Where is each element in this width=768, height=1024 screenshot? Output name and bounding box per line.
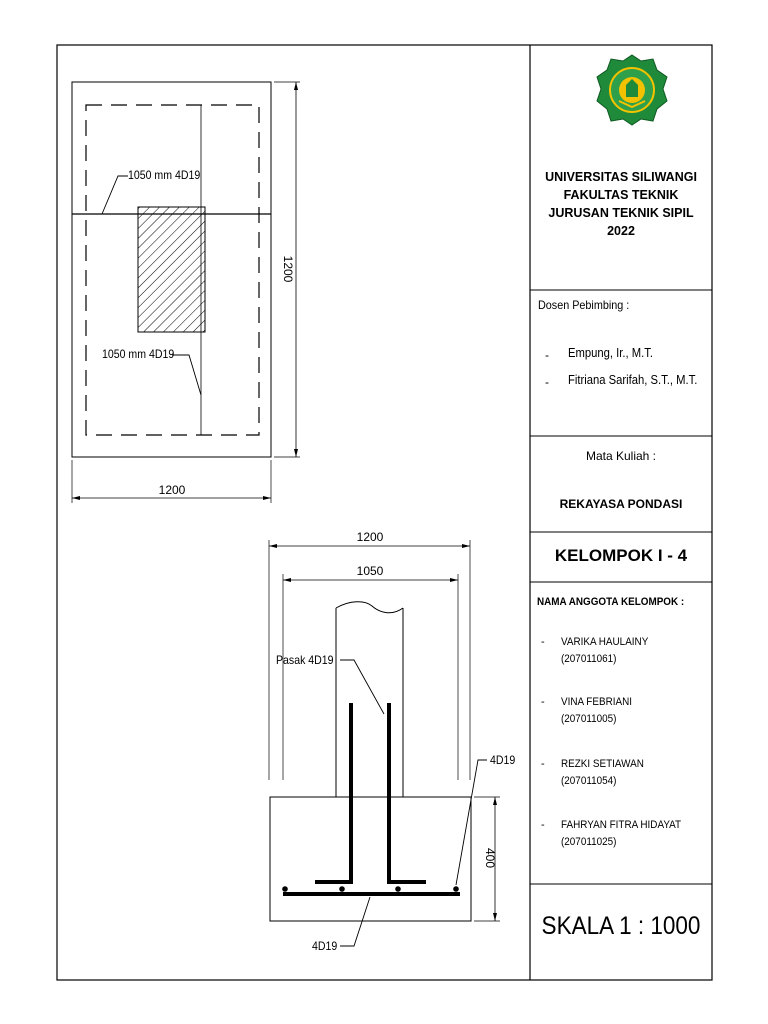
section-label-right-rebar: 4D19: [490, 753, 516, 767]
institution-block: [530, 168, 712, 240]
member-name: FAHRYAN FITRA HIDAYAT: [561, 819, 682, 831]
section-label-dowel: Pasak 4D19: [276, 653, 334, 667]
supervisor-heading: Dosen Pebimbing :: [538, 298, 630, 312]
section-dim-outer: 1200: [356, 530, 384, 544]
member-id: (207011061): [561, 653, 617, 665]
section-label-bottom-rebar: 4D19: [312, 939, 338, 953]
course-heading: Mata Kuliah :: [585, 449, 657, 463]
course-name: REKAYASA PONDASI: [559, 497, 683, 511]
member-name: VINA FEBRIANI: [561, 696, 632, 708]
column-break-line: [336, 602, 403, 613]
institution-line: FAKULTAS TEKNIK: [563, 188, 679, 202]
leader-bottom-rebar: [172, 355, 201, 395]
university-logo-icon: [597, 55, 667, 125]
member-id: (207011005): [561, 713, 617, 725]
footing-section: [270, 797, 471, 921]
bullet: -: [541, 819, 545, 831]
group-name: KELOMPOK I - 4: [554, 546, 688, 565]
plan-dim-width: 1200: [158, 483, 186, 497]
supervisor-name: Fitriana Sarifah, S.T., M.T.: [568, 373, 698, 387]
plan-label-top-rebar: 1050 mm 4D19: [128, 168, 201, 182]
bullet: -: [545, 375, 549, 389]
rebar-dot: [339, 886, 345, 892]
institution-line: UNIVERSITAS SILIWANGI: [545, 170, 697, 184]
rebar-dot: [282, 886, 288, 892]
leader-top-rebar: [102, 176, 128, 214]
supervisor-name: Empung, Ir., M.T.: [568, 346, 654, 360]
rebar-dot: [453, 886, 459, 892]
plan-dim-height: 1200: [281, 255, 295, 283]
member-item: [561, 694, 632, 728]
member-name: VARIKA HAULAINY: [561, 636, 649, 648]
member-name: REZKI SETIAWAN: [561, 758, 644, 770]
bullet: -: [541, 758, 545, 770]
bullet: -: [541, 636, 545, 648]
member-id: (207011054): [561, 775, 617, 787]
section-view: [269, 540, 500, 946]
member-item: [561, 756, 644, 790]
member-item: [561, 634, 648, 668]
members-heading: NAMA ANGGOTA KELOMPOK :: [537, 596, 685, 608]
leader-dowel: [340, 660, 384, 714]
drawing-scale: SKALA 1 : 1000: [541, 912, 701, 940]
column-section: [138, 207, 205, 332]
institution-line: JURUSAN TEKNIK SIPIL: [548, 206, 694, 220]
section-dim-inner: 1050: [356, 564, 384, 578]
section-dim-thickness: 400: [483, 847, 497, 869]
bullet: -: [541, 696, 545, 708]
plan-label-bottom-rebar: 1050 mm 4D19: [102, 347, 175, 361]
bullet: -: [545, 348, 549, 362]
member-item: [561, 817, 681, 851]
institution-line: 2022: [607, 224, 635, 238]
member-id: (207011025): [561, 836, 617, 848]
plan-view: [72, 82, 300, 503]
rebar-dot: [395, 886, 401, 892]
